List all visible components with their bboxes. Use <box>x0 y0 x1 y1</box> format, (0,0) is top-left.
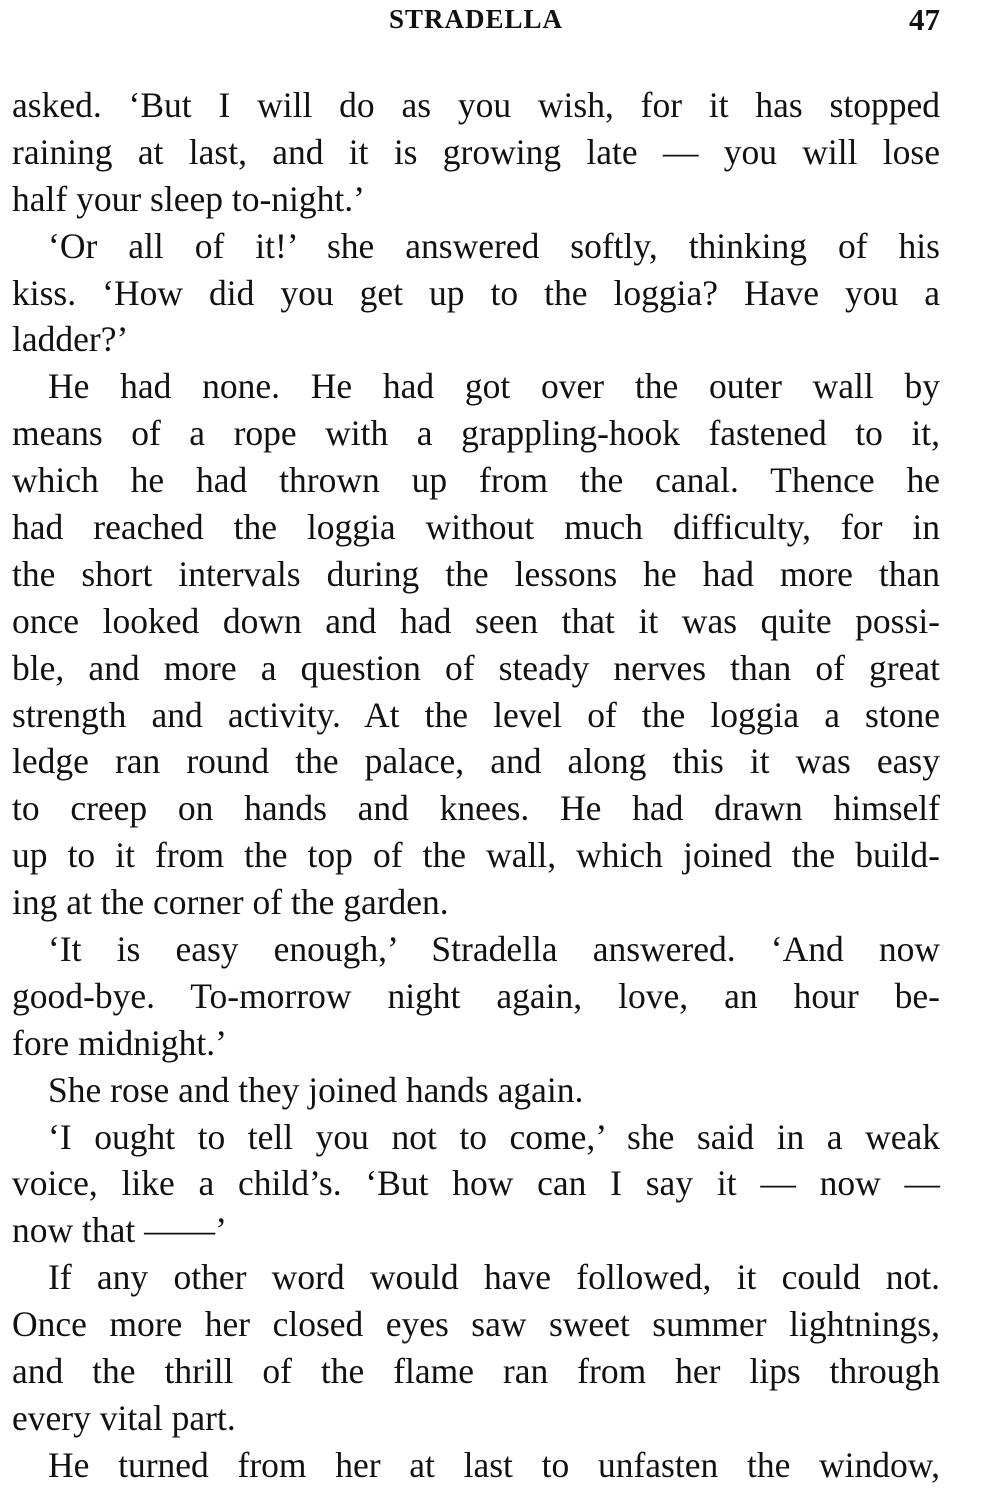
text-line: ladder?’ <box>12 319 129 360</box>
text-line: voice, like a child’s. ‘But how can I say it — now — <box>12 1163 940 1204</box>
text-line: which he had thrown up from the canal. Thence he <box>12 460 940 501</box>
text-line: every vital part. <box>12 1397 236 1438</box>
page-number: 47 <box>909 2 940 37</box>
text-line: half your sleep to-night.’ <box>12 178 365 219</box>
running-title: STRADELLA <box>388 4 564 34</box>
text-line: raining at last, and it is growing late — you will lose <box>12 131 940 172</box>
text-line: ‘I ought to tell you not to come,’ she said in a weak <box>48 1116 940 1157</box>
running-header <box>12 0 940 46</box>
text-line: had reached the loggia without much difficulty, for in <box>12 507 940 548</box>
text-line: and the thrill of the flame ran from her lips through <box>12 1351 940 1392</box>
text-line: fore midnight.’ <box>12 1022 227 1063</box>
text-line: ble, and more a question of steady nerves than of great <box>12 647 940 688</box>
text-line: kiss. ‘How did you get up to the loggia? Have you a <box>12 272 940 313</box>
text-line: means of a rope with a grappling-hook fastened to it, <box>12 413 940 454</box>
text-line: He had none. He had got over the outer wall by <box>48 366 940 407</box>
text-line: If any other word would have followed, it could not. <box>48 1257 940 1298</box>
text-line: the short intervals during the lessons he had more than <box>12 553 940 594</box>
body-text <box>12 82 940 1489</box>
text-line: to creep on hands and knees. He had drawn himself <box>12 788 940 829</box>
text-line: ledge ran round the palace, and along this it was easy <box>12 741 940 782</box>
text-line: ‘Or all of it!’ she answered softly, thinking of his <box>48 225 940 266</box>
text-line: He turned from her at last to unfasten the window, <box>48 1444 940 1485</box>
text-line: strength and activity. At the level of the loggia a stone <box>12 694 940 735</box>
text-line: Once more her closed eyes saw sweet summer lightnings, <box>12 1304 940 1345</box>
text-line: ing at the corner of the garden. <box>12 882 449 923</box>
text-line: She rose and they joined hands again. <box>48 1069 584 1110</box>
text-line: now that ——’ <box>12 1210 227 1251</box>
text-line: once looked down and had seen that it was quite possi- <box>12 600 940 641</box>
text-line: good-bye. To-morrow night again, love, an hour be- <box>12 975 940 1016</box>
text-line: up to it from the top of the wall, which joined the build- <box>12 835 940 876</box>
text-line: asked. ‘But I will do as you wish, for it has stopped <box>12 85 940 125</box>
text-line: ‘It is easy enough,’ Stradella answered. ‘And now <box>48 929 940 970</box>
